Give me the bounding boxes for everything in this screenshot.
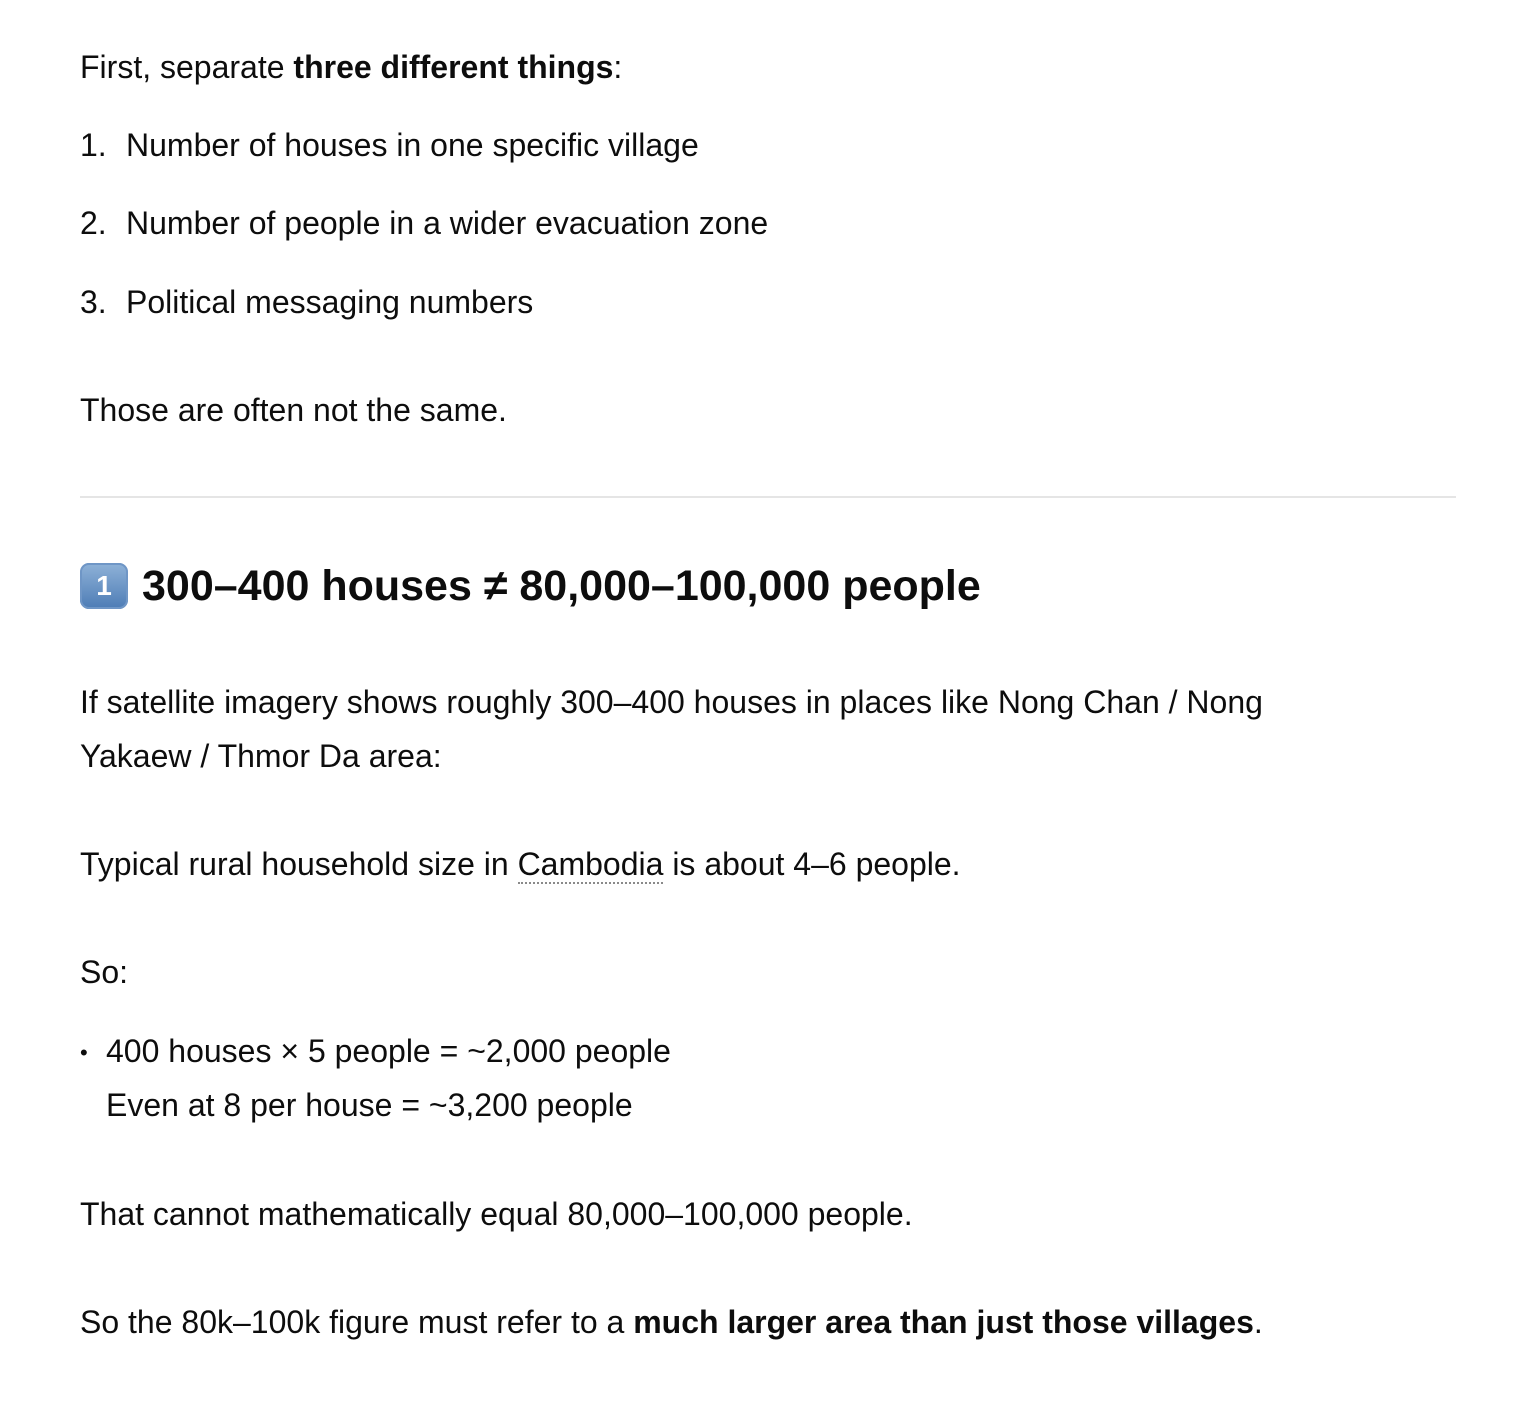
satellite-paragraph: If satellite imagery shows roughly 300–400 houses in places like Nong Chan / Nong Yakaew / Thmor Da area: (80, 684, 1263, 774)
list-text: Number of houses in one specific village (126, 127, 699, 163)
list-text: Number of people in a wider evacuation zone (126, 205, 769, 241)
intro-colon: : (613, 49, 623, 85)
conclusion-text: So the 80k–100k figure must refer to a (80, 1304, 634, 1340)
entity-link-cambodia[interactable]: Cambodia (517, 846, 664, 882)
keycap-one-icon: 1 (80, 563, 128, 609)
bullet-line: 400 houses × 5 people = ~2,000 people (106, 1033, 671, 1069)
list-text: Political messaging numbers (126, 284, 534, 320)
household-paragraph (80, 837, 961, 891)
list-item (80, 1024, 671, 1080)
intro-bold: three different things (293, 49, 614, 85)
conclusion-bold: much larger area than just those villages (633, 1304, 1254, 1340)
section-heading (80, 556, 981, 616)
list-number: 2. (80, 205, 107, 241)
conclusion-period: . (1253, 1304, 1263, 1340)
household-text-end: is about 4–6 people. (663, 846, 961, 882)
bullet-icon: • (80, 1040, 88, 1065)
list-item (80, 118, 699, 172)
list-item (80, 275, 533, 329)
section-title: 300–400 houses ≠ 80,000–100,000 people (142, 562, 981, 610)
conclusion-paragraph (80, 1295, 1263, 1349)
intro-paragraph (80, 40, 622, 94)
list-number: 1. (80, 127, 107, 163)
household-text: Typical rural household size in (80, 846, 518, 882)
intro-text: First, separate (80, 49, 294, 85)
list-number: 3. (80, 284, 107, 320)
so-paragraph: So: (80, 954, 129, 990)
divider (80, 496, 1456, 498)
list-item (80, 196, 768, 250)
list-item-continuation (80, 1078, 633, 1132)
cannot-paragraph: That cannot mathematically equal 80,000–100,000 people. (80, 1196, 913, 1232)
not-same-paragraph: Those are often not the same. (80, 392, 507, 428)
bullet-line: Even at 8 per house = ~3,200 people (106, 1087, 633, 1123)
